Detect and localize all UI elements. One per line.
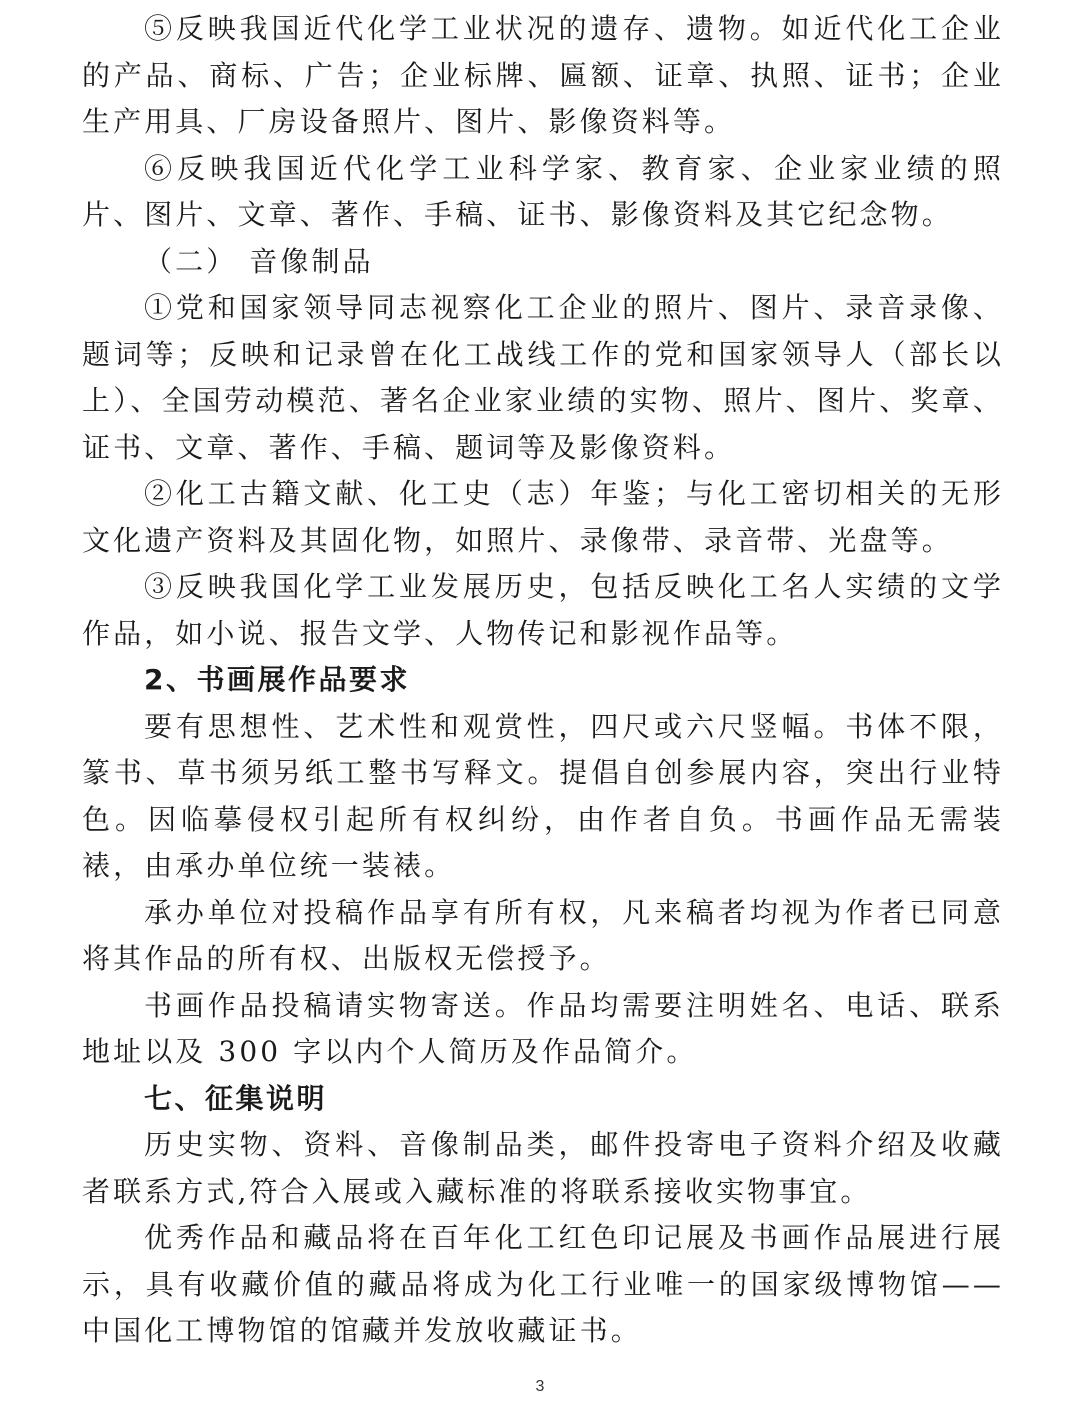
- paragraph-audio-2: ②化工古籍文献、化工史（志）年鉴；与化工密切相关的无形文化遗产资料及其固化物，如照片、录像带、录音带、光盘等。: [82, 477, 1004, 557]
- paragraph-ownership: 承办单位对投稿作品享有所有权，凡来稿者均视为作者已同意将其作品的所有权、出版权无偿授予。: [82, 895, 1004, 975]
- heading-collection-notes: 七、征集说明: [144, 1081, 328, 1115]
- paragraph-audio-1: ①党和国家领导同志视察化工企业的照片、图片、录音录像、题词等；反映和记录曾在化工战线工作的党和国家领导人（部长以上）、全国劳动模范、著名企业家业绩的实物、照片、图片、奖章、证书、文章、著作、手稿、题词等及影像资料。: [82, 291, 1004, 464]
- subheading-audio-video: （二） 音像制品: [144, 244, 374, 278]
- paragraph-submission: 书画作品投稿请实物寄送。作品均需要注明姓名、电话、联系地址以及 300 字以内个人简历及作品简介。: [82, 988, 1004, 1068]
- paragraph-item-5: ⑤反映我国近代化学工业状况的遗存、遗物。如近代化工企业的产品、商标、广告；企业标牌、匾额、证章、执照、证书；企业生产用具、厂房设备照片、图片、影像资料等。: [82, 12, 1004, 138]
- paragraph-collection-contact: 历史实物、资料、音像制品类，邮件投寄电子资料介绍及收藏者联系方式,符合入展或入藏标准的将联系接收实物事宜。: [82, 1128, 1004, 1208]
- document-page: [82, 6, 1004, 1355]
- paragraph-audio-3: ③反映我国化学工业发展历史，包括反映化工名人实绩的文学作品，如小说、报告文学、人物传记和影视作品等。: [82, 570, 1004, 650]
- page-number: 3: [535, 1378, 545, 1395]
- paragraph-collection-exhibition: 优秀作品和藏品将在百年化工红色印记展及书画作品展进行展示，具有收藏价值的藏品将成为化工行业唯一的国家级博物馆——中国化工博物馆的馆藏并发放收藏证书。: [82, 1221, 1004, 1347]
- paragraph-painting-requirements: 要有思想性、艺术性和观赏性，四尺或六尺竖幅。书体不限，篆书、草书须另纸工整书写释文。提倡自创参展内容，突出行业特色。因临摹侵权引起所有权纠纷，由作者自负。书画作品无需装裱，由承办单位统一装裱。: [82, 709, 1004, 882]
- heading-painting-requirements: 2、书画展作品要求: [144, 663, 410, 696]
- paragraph-item-6: ⑥反映我国近代化学工业科学家、教育家、企业家业绩的照片、图片、文章、著作、手稿、证书、影像资料及其它纪念物。: [82, 151, 1004, 231]
